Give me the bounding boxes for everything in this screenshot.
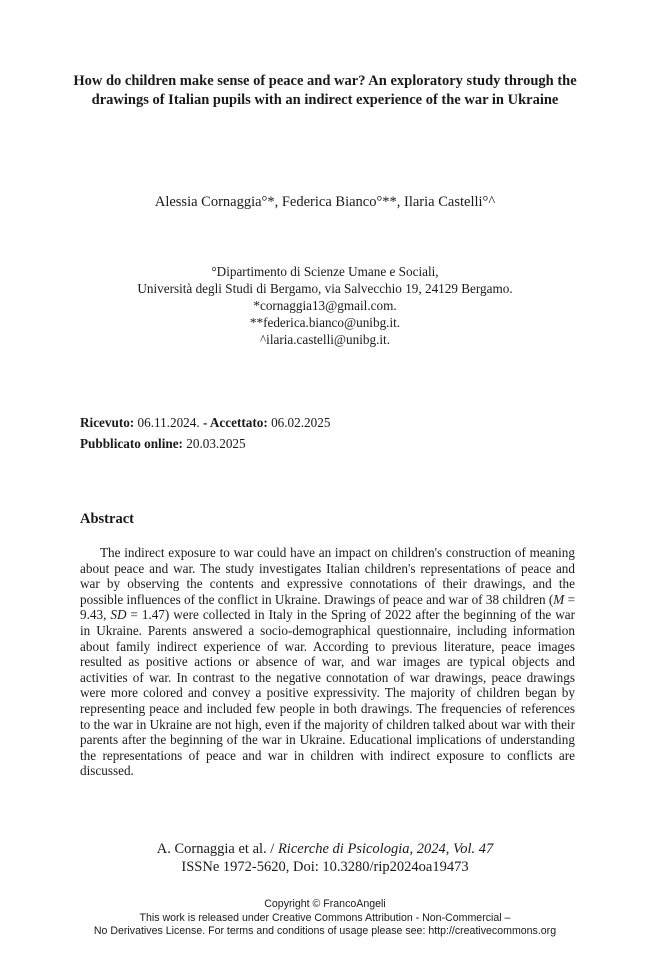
abstract-part-1: The indirect exposure to war could have an impact on children's construction of meaning about peace and war. The study investigates Italian children's representations of peace and war by observing the contents and expressive connotations of their drawings, and the possible influences of the conflict in Ukraine. Drawings of peace and war of 38 children ( bbox=[80, 545, 575, 607]
abstract-heading: Abstract bbox=[80, 511, 134, 527]
author-email-3: ^ilaria.castelli@unibg.it. bbox=[259, 332, 391, 347]
received-date: 06.11.2024. bbox=[137, 415, 200, 430]
mean-value: = 9.43, bbox=[80, 591, 576, 623]
received-label: Ricevuto: bbox=[80, 415, 135, 430]
affiliation-university: Università degli Studi di Bergamo, via Salvecchio 19, 24129 Bergamo. bbox=[137, 281, 513, 296]
citation-line bbox=[60, 840, 590, 858]
published-line bbox=[80, 433, 580, 454]
copyright-line-2: This work is released under Creative Commons Attribution - Non-Commercial – bbox=[139, 911, 511, 924]
published-label: Pubblicato online: bbox=[80, 436, 183, 451]
author-email-1: *cornaggia13@gmail.com. bbox=[253, 298, 397, 313]
copyright-notice bbox=[20, 898, 630, 939]
citation-journal: Ricerche di Psicologia, 2024, Vol. 47 bbox=[277, 841, 494, 857]
mean-symbol: M bbox=[553, 591, 565, 607]
copyright-line-3: No Derivatives License. For terms and conditions of usage please see: http://creativecommons.org bbox=[93, 925, 557, 937]
copyright-line-1: Copyright © FrancoAngeli bbox=[264, 898, 386, 910]
published-date: 20.03.2025 bbox=[186, 436, 246, 451]
received-accepted-line bbox=[80, 412, 580, 433]
citation-block bbox=[60, 840, 590, 876]
paper-title: How do children make sense of peace and war? An exploratory study through the drawings of Italian pupils with an indirect experience of the war in Ukraine bbox=[73, 73, 577, 108]
abstract-text bbox=[80, 545, 575, 779]
abstract-part-2: = 1.47) were collected in Italy in the Spring of 2022 after the beginning of the war in Ukraine. Parents answered a socio-demographical questionnaire, including information about family indirect experience of war. According to previous literature, peace images resulted as positive actions or absence of war, and war images are typical objects and activities of war. In contrast to the negative connotation of war drawings, peace drawings were more colored and convey a positive expressivity. The majority of children began by representing peace and included few people in both drawings. The frequencies of references to the war in Ukraine are not high, even if the majority of children talked about war with their parents after the beginning of the war in Ukraine. Educational implications of understanding the representations of peace and war in children with indirect exposure to conflicts are discussed. bbox=[80, 607, 576, 779]
accepted-date: 06.02.2025 bbox=[271, 415, 331, 430]
affiliation-department: °Dipartimento di Scienze Umane e Sociali, bbox=[211, 264, 439, 279]
sd-symbol: SD bbox=[110, 607, 127, 623]
publication-dates bbox=[80, 412, 580, 454]
author-list: Alessia Cornaggia°*, Federica Bianco°**, Ilaria Castelli°^ bbox=[154, 194, 496, 210]
affiliation-block bbox=[60, 263, 590, 348]
citation-authors: A. Cornaggia et al. / bbox=[156, 841, 278, 857]
author-email-2: **federica.bianco@unibg.it. bbox=[249, 315, 401, 330]
accepted-label: - Accettato: bbox=[202, 415, 268, 430]
citation-issn-doi: ISSNe 1972-5620, Doi: 10.3280/rip2024oa19473 bbox=[181, 859, 469, 875]
